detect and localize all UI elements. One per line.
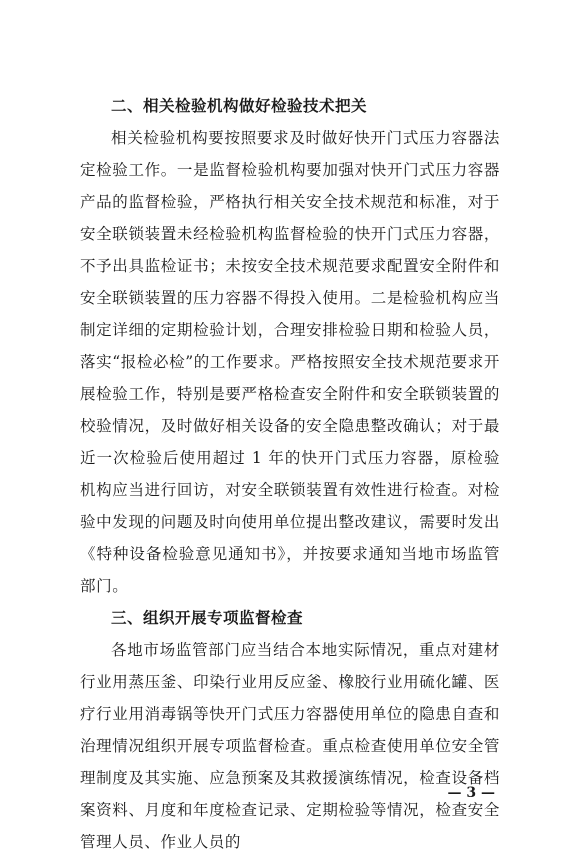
page-number: — 3 — [447,785,495,801]
document-body [80,90,500,858]
section-heading-3: 三、组织开展专项监督检查 [111,609,304,627]
section-paragraph-3: 各地市场监管部门应当结合本地实际情况，重点对建材行业用蒸压釜、印染行业用反应釜、橡胶行业用硫化罐、医疗行业用消毒锅等快开门式压力容器使用单位的隐患自查和治理情况组织开展专项监督检查。重点检查使用单位安全管理制度及其实施、应急预案及其救援演练情况，检查设备档案资料、月度和年度检查记录、定期检验等情况，检查安全管理人员、作业人员的 [80,641,500,851]
section-paragraph-2: 相关检验机构要按照要求及时做好快开门式压力容器法定检验工作。一是监督检验机构要加强对快开门式压力容器产品的监督检验，严格执行相关安全技术规范和标准，对于安全联锁装置未经检验机构监督检验的快开门式压力容器，不予出具监检证书；未按安全技术规范要求配置安全附件和安全联锁装置的压力容器不得投入使用。二是检验机构应当制定详细的定期检验计划，合理安排检验日期和检验人员，落实“报检必检”的工作要求。严格按照安全技术规范要求开展检验工作，特别是要严格检查安全附件和安全联锁装置的校验情况，及时做好相关设备的安全隐患整改确认；对于最近一次检验后使用超过 1 年的快开门式压力容器，原检验机构应当进行回访，对安全联锁装置有效性进行检查。对检验中发现的问题及时向使用单位提出整改建议，需要时发出《特种设备检验意见通知书》，并按要求通知当地市场监管部门。 [80,129,500,595]
section-heading-2: 二、相关检验机构做好检验技术把关 [111,97,368,115]
